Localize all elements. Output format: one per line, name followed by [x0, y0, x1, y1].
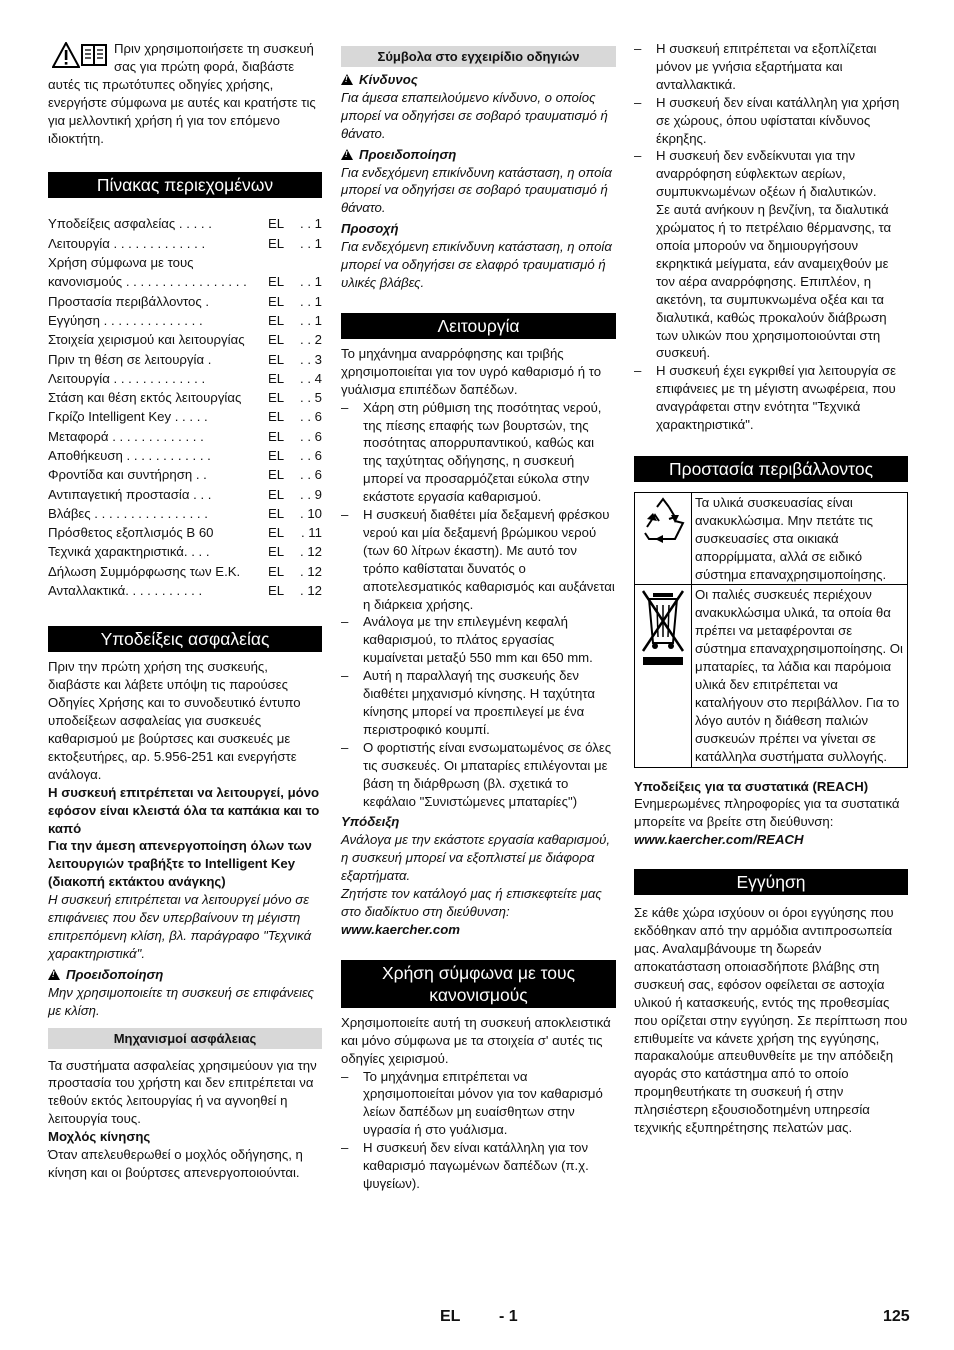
old-devices-text: Οι παλιές συσκευές περιέχουν ανακυκλώσιμα υλικά, τα οποία θα πρέπει να μεταφέρονται σε σύστημα επαναχρησιμοποίησης. Οι μπαταρίες, τα λάδια και παρόμοια υλικά δεν επιτρέπεται να καταλήγουν στο περιβάλλον. Για το λόγο αυτόν η διάθεση παλιών συσκευών πρέπει να γίνεται σε κατάλληλα συστήματα συλλογής. — [692, 585, 908, 767]
toc-entry-title: Χρήση σύμφωνα με τους κανονισμούς — [48, 255, 194, 290]
toc-entry-lang: EL — [268, 448, 285, 463]
toc-entry-dots: . . . . . — [175, 216, 212, 232]
crossed-bin-icon — [635, 585, 691, 675]
toc-entry[interactable] — [48, 369, 322, 388]
reach-title: Υποδείξεις για τα συστατικά (REACH) — [634, 778, 869, 794]
toc-entry-title: Αποθήκευση — [48, 448, 123, 463]
toc-entry-label — [48, 369, 268, 388]
table-of-contents — [48, 214, 322, 600]
toc-entry-page: . . 1 — [300, 312, 322, 328]
toc-entry-label — [48, 253, 268, 292]
toc-entry[interactable] — [48, 523, 322, 542]
intended-use-text: Χρησιμοποιείτε αυτή τη συσκευή αποκλειστικά και μόνο σύμφωνα με τα στοιχεία σ' αυτές τις οδηγίες χειρισμού. — [341, 1014, 611, 1066]
list-dash: – — [341, 739, 349, 755]
toc-entry-label — [48, 292, 268, 311]
danger-text: Για άμεσα επαπειλούμενο κίνδυνο, ο οποίος μπορεί να οδηγήσει σε σοβαρό τραυματισμό ή θάνατο. — [341, 89, 608, 141]
safety-warning-label — [48, 966, 322, 984]
toc-entry-label — [48, 214, 268, 233]
toc-entry-lang: EL — [268, 563, 285, 579]
toc-entry-lang: EL — [268, 390, 285, 406]
list-item — [341, 739, 616, 811]
toc-entry[interactable] — [48, 234, 322, 253]
recycle-icon — [635, 493, 691, 553]
toc-entry[interactable] — [48, 350, 322, 369]
toc-entry-dots: . — [204, 351, 212, 367]
list-item — [634, 40, 908, 94]
list-item-text: Η συσκευή διαθέτει μία δεξαμενή φρέσκου νερού και μία δεξαμενή βρώμικου νερού (των 60 λίτρων έκαστη). Με αυτό τον τρόπο καθίσταται δυνατός ο αποτελεσματικός καθαρισμός και αυξάνεται η διάρκεια χρήσης. — [363, 507, 615, 612]
toc-entry-dots: . . . . . . . . . . . . . — [109, 235, 206, 251]
toc-title: Πίνακας περιεχομένων — [48, 172, 322, 198]
toc-entry-label — [48, 407, 268, 426]
intro-block — [48, 40, 322, 147]
toc-entry-lang: EL — [268, 428, 285, 444]
environment-row-packaging — [635, 492, 908, 585]
drive-lever-text: Όταν απελευθερωθεί ο μοχλός οδήγησης, η κίνηση και οι βούρτσες απενεργοποιούνται. — [48, 1147, 303, 1180]
list-dash: – — [341, 399, 349, 415]
list-dash: – — [634, 148, 642, 164]
toc-entry-lang: EL — [268, 486, 285, 502]
toc-entry[interactable] — [48, 330, 322, 349]
toc-entry-title: Υποδείξεις ασφαλείας — [48, 216, 176, 232]
safety-warning-label-text: Προειδοποίηση — [66, 966, 164, 982]
list-dash: – — [341, 507, 349, 523]
toc-entry-title: Πρόσθετος εξοπλισμός B 60 — [48, 525, 214, 541]
note-text-2: Ζητήστε τον κατάλογό μας ή επισκεφτείτε μας στο διαδίκτυο στη διεύθυνση: — [341, 886, 602, 919]
toc-entry-label — [48, 234, 268, 253]
toc-entry-page: . . 6 — [300, 467, 322, 483]
toc-entry-label — [48, 388, 268, 407]
drive-lever-title: Μοχλός κίνησης — [48, 1129, 151, 1145]
list-item-text: Το μηχάνημα επιτρέπεται να χρησιμοποιείται μόνον για τον καθαρισμό λείων δαπέδων μη ευαίσθητων στην υγρασία ή στο γυάλισμα. — [363, 1068, 603, 1138]
toc-entry-label — [48, 542, 268, 561]
danger-label-text: Κίνδυνος — [359, 72, 418, 87]
toc-entry-dots: . . . . . . . . . . . . — [122, 448, 211, 463]
warning-text: Για ενδεχόμενη επικίνδυνη κατάσταση, η οποία μπορεί να οδηγήσει σε σοβαρό τραυματισμό ή θάνατο. — [341, 164, 612, 216]
environment-table — [634, 492, 908, 768]
toc-entry[interactable] — [48, 465, 322, 484]
note-label: Υπόδειξη — [341, 814, 400, 830]
safety-mechanisms-text: Τα συστήματα ασφαλείας χρησιμεύουν για την προστασία του χρήστη και δεν επιτρέπεται να τεθούν εκτός λειτουργίας ή να αγνοηθεί η λειτουργία τους. — [48, 1057, 317, 1127]
toc-entry-lang: EL — [268, 544, 285, 560]
toc-entry-lang: EL — [268, 293, 285, 309]
toc-entry-label — [48, 562, 268, 581]
toc-entry-label — [48, 311, 268, 330]
bin-cell — [635, 585, 692, 767]
footer-language: EL — [440, 1308, 461, 1325]
intended-use-list-b — [634, 40, 908, 434]
toc-entry-dots: . . . . . . . . . . . . . . — [100, 312, 203, 328]
toc-entry-lang: EL — [268, 332, 285, 348]
reach-text: Ενημερωμένες πληροφορίες για τα συστατικά μπορείτε να βρείτε στη διεύθυνση: — [634, 796, 900, 830]
toc-entry-lang: EL — [268, 467, 285, 483]
toc-entry-title: Λειτουργία — [48, 370, 110, 386]
safety-bold-2: Για την άμεση απενεργοποίηση όλων των λειτουργιών τραβήξτε το Intelligent Key (διακοπή εκτάκτου ανάγκης) — [48, 838, 312, 890]
intro-text: Πριν χρησιμοποιήσετε τη συσκευή σας για πρώτη φορά, διαβάστε αυτές τις πρωτότυπες οδηγίες χρήσης, ενεργήστε σύμφωνα με αυτές και κρατήστε τις για μελλοντική χρήση ή για τον επόμενο ιδιοκτήτη. — [48, 41, 316, 146]
toc-entry[interactable] — [48, 214, 322, 233]
toc-entry[interactable] — [48, 388, 322, 407]
toc-entry[interactable] — [48, 427, 322, 446]
list-item — [341, 399, 616, 506]
toc-entry-title: Εγγύηση — [48, 312, 101, 328]
toc-entry[interactable] — [48, 311, 322, 330]
toc-entry-dots: . . . — [189, 486, 212, 502]
safety-text: Πριν την πρώτη χρήση της συσκευής, διαβάστε και λάβετε υπόψη τις παρούσες Οδηγίες Χρήσης και το συνοδευτικό έντυπο υποδείξεων ασφαλείας για συσκευές καθαρισμού με βούρτσες και συσκευές με εκτοξευτήρες, αρ. 5.956-251 και ενεργήστε ανάλογα. — [48, 659, 301, 782]
list-item-text: Ο φορτιστής είναι ενσωματωμένος σε όλες τις συσκευές. Οι μπαταρίες επιλέγονται με βάση τη διάρθρωση (βλ. σχετικά το κεφάλαιο "Συνιστώμενες μπαταρίες") — [363, 739, 612, 809]
toc-entry-label — [48, 350, 268, 369]
toc-entry-page: . . 2 — [300, 332, 322, 348]
list-dash: – — [634, 41, 642, 56]
list-item-text: Ανάλογα με την επιλεγμένη κεφαλή καθαρισμού, το πλάτος εργασίας κυμαίνεται μεταξύ 550 mm και 650 mm. — [363, 614, 593, 666]
toc-entry-page: . . 4 — [300, 370, 322, 386]
list-item-text: Η συσκευή δεν είναι κατάλληλη για χρήση σε χώρους, όπου υφίσταται κίνδυνος έκρηξης. — [656, 94, 900, 146]
toc-entry-lang: EL — [268, 235, 285, 251]
toc-entry-page: . 10 — [300, 505, 322, 521]
toc-entry-title: Βλάβες — [48, 505, 91, 521]
safety-bold-1: Η συσκευή επιτρέπεται να λειτουργεί, μόνο εφόσον είναι κλειστά όλα τα καπάκια και το καπό — [48, 784, 320, 836]
list-item-text: Η συσκευή έχει εγκριθεί για λειτουργία σε επιφάνειες με τη μέγιστη ανωφέρεια, που αναγράφεται στην ενότητα "Τεχνικά χαρακτηριστικά". — [656, 363, 897, 433]
toc-entry-lang: EL — [268, 274, 285, 290]
toc-entry-title: Στάση και θέση εκτός λειτουργίας — [48, 390, 242, 406]
toc-entry-title: Αντιπαγετική προστασία — [48, 486, 190, 502]
toc-entry-lang: EL — [268, 216, 285, 232]
toc-entry[interactable] — [48, 485, 322, 504]
danger-label — [341, 71, 616, 89]
toc-entry-label — [48, 330, 268, 349]
toc-entry-page: . . 1 — [300, 293, 322, 309]
list-dash: – — [341, 614, 349, 630]
toc-entry-label — [48, 581, 268, 600]
warning-triangle-icon — [48, 969, 60, 980]
toc-entry-title: Πριν τη θέση σε λειτουργία — [48, 351, 205, 367]
list-item — [341, 613, 616, 667]
toc-entry-label — [48, 427, 268, 446]
toc-entry[interactable] — [48, 292, 322, 311]
note-text: Ανάλογα με την εκάστοτε εργασία καθαρισμού, η συσκευή μπορεί να εξοπλιστεί με διάφορα εξαρτήματα. — [341, 832, 611, 884]
packaging-text: Τα υλικά συσκευασίας είναι ανακυκλώσιμα. Μην πετάτε τις συσκευασίες στα οικιακά απορρίμματα, αλλά σε ειδικό σύστημα επαναχρησιμοποίησης. — [692, 492, 908, 585]
toc-entry-page: . . 1 — [300, 216, 322, 232]
footer-section-page: - 1 — [499, 1308, 518, 1325]
toc-entry[interactable] — [48, 253, 322, 292]
list-item-text: Χάρη στη ρύθμιση της ποσότητας νερού, της πίεσης επαφής των βουρτσών, της ποσότητας απορρυπαντικού, καθώς και της ταχύτητας οδήγησης, η συσκευή μπορεί να προσαρμόζεται εύκολα στην εκάστοτε εργασία καθαρισμού. — [363, 399, 602, 505]
symbols-title: Σύμβολα στο εγχειρίδιο οδηγιών — [341, 46, 616, 67]
toc-entry[interactable] — [48, 581, 322, 600]
caution-text: Για ενδεχόμενη επικίνδυνη κατάσταση, η οποία μπορεί να οδηγήσει σε ελαφρό τραυματισμό ή υλικές βλάβες. — [341, 239, 612, 290]
list-item — [634, 94, 908, 148]
toc-entry[interactable] — [48, 562, 322, 581]
toc-entry-label — [48, 504, 268, 523]
toc-entry-label — [48, 465, 268, 484]
manual-book-icon — [80, 42, 108, 68]
column-1 — [48, 40, 322, 1182]
toc-entry-title: Μεταφορά — [48, 428, 109, 444]
toc-entry-dots: . . . . . . . . . . . . . — [109, 370, 206, 386]
toc-entry-label — [48, 446, 268, 465]
toc-entry-title: Λειτουργία — [48, 235, 110, 251]
toc-entry-dots: . . . . . — [171, 409, 208, 425]
warning-triangle-icon — [52, 42, 80, 68]
warranty-title: Εγγύηση — [634, 869, 908, 895]
operation-title: Λειτουργία — [341, 313, 616, 339]
toc-entry-page: . . 1 — [300, 274, 322, 290]
toc-entry-lang: EL — [268, 409, 285, 425]
list-item-text: Η συσκευή επιτρέπεται να εξοπλίζεται μόνον με γνήσια εξαρτήματα και ανταλλακτικά. — [656, 41, 877, 92]
safety-warning-text: Μην χρησιμοποιείτε τη συσκευή σε επιφάνειες με κλίση. — [48, 984, 314, 1018]
operation-list — [341, 399, 616, 811]
column-3 — [634, 40, 908, 1137]
toc-entry-lang: EL — [268, 525, 285, 541]
list-dash: – — [341, 1068, 349, 1084]
toc-entry-dots: . . . . . . . . . . . — [125, 583, 203, 599]
toc-entry-title: Τεχνικά χαρακτηριστικά — [48, 544, 184, 560]
toc-entry-page: . . 6 — [300, 448, 322, 463]
list-dash: – — [634, 363, 642, 379]
toc-entry[interactable] — [48, 407, 322, 426]
list-item — [341, 506, 616, 613]
toc-entry[interactable] — [48, 504, 322, 523]
safety-mechanisms-title: Μηχανισμοί ασφάλειας — [48, 1028, 322, 1049]
toc-entry-dots: . — [201, 293, 210, 309]
toc-entry-label — [48, 523, 268, 542]
caution-label: Προσοχή — [341, 221, 399, 237]
environment-row-old-devices — [635, 585, 908, 767]
toc-entry-page: . . 9 — [300, 486, 322, 502]
toc-entry-dots: . . . . . . . . . . . . . . . . . — [122, 274, 247, 290]
intended-use-list-a — [341, 1068, 616, 1193]
warning-label-text: Προειδοποίηση — [359, 146, 457, 162]
list-item-text: Η συσκευή δεν είναι κατάλληλη για τον καθαρισμό παγωμένων δαπέδων (π.χ. ψυγείων). — [363, 1140, 589, 1191]
recycle-cell — [635, 492, 692, 585]
list-item — [634, 362, 908, 434]
warning-label — [341, 146, 616, 164]
footer-page-number: 125 — [883, 1308, 910, 1325]
toc-entry-page: . . 1 — [300, 235, 322, 251]
list-item — [341, 1139, 616, 1193]
list-item — [341, 1068, 616, 1140]
toc-entry-page: . . 6 — [300, 428, 322, 444]
list-dash: – — [341, 668, 349, 684]
list-item — [341, 667, 616, 739]
toc-entry-lang: EL — [268, 583, 285, 599]
list-dash: – — [634, 94, 642, 110]
note-url[interactable]: www.kaercher.com — [341, 921, 460, 937]
toc-entry-title: Γκρίζο Intelligent Key — [48, 409, 172, 425]
list-item-text: Η συσκευή δεν ενδείκνυται για την αναρρόφηση εύφλεκτων αερίων, συμπυκνωμένων οξέων ή διαλυτικών. Σε αυτά ανήκουν η βενζίνη, τα διαλυτικά χρώματος ή το πετρέλαιο θέρμανσης, τα οποία μπορούν να δημιουργήσουν εκρηκτικά μείγματα, εάν αναμειχθούν με τον αέρα αναρρόφησης. Επιπλέον, η ακετόνη, τα συμπυκνωμένα οξέα και τα διαλυτικά, καθώς προκαλούν διάβρωση των υλικών που χρησιμοποιούνται στη συσκευή. — [656, 148, 892, 361]
intro-icons — [48, 40, 110, 70]
warning-triangle-icon — [341, 74, 353, 85]
toc-entry-page: . 11 — [300, 525, 322, 541]
warranty-text: Σε κάθε χώρα ισχύουν οι όροι εγγύησης που εκδόθηκαν από την αρμόδια αντιπροσωπεία μας. Αναλαμβάνουμε τη δωρεάν αποκατάσταση οποιασδήποτε βλάβης στη συσκευή σας, εφόσον οφείλεται σε αστοχία υλικού ή κατασκευής, εντός της προθεσμίας που ορίζεται στην εγγύηση. Σε περίπτωση που επιθυμείτε να κάνετε χρήση της εγγύησης, παρακαλούμε απευθυνθείτε με την απόδειξη αγοράς στο κατάστημα από το οποίο προμηθευτήκατε τη συσκευή ή στην πλησιέστερη εξουσιοδοτημένη υπηρεσία τεχνικής εξυπηρέτησης πελατών μας. — [634, 905, 908, 1136]
toc-entry-dots: . . . . . . . . . . . . . . . . — [90, 505, 208, 521]
toc-entry-lang: EL — [268, 312, 285, 328]
toc-entry-page: . 12 — [300, 544, 322, 560]
toc-entry-title: Φροντίδα και συντήρηση — [48, 467, 193, 483]
operation-text: Το μηχάνημα αναρρόφησης και τριβής χρησιμοποιείται για τον υγρό καθαρισμό ή το γυάλισμα επιπέδων δαπέδων. — [341, 345, 602, 397]
toc-entry-page: . . 6 — [300, 409, 322, 425]
toc-entry-dots: . . . . — [183, 544, 210, 560]
reach-url[interactable]: www.kaercher.com/REACH — [634, 832, 804, 848]
toc-entry-page: . 12 — [300, 583, 322, 599]
warning-triangle-icon — [341, 149, 353, 160]
toc-entry-dots: . . — [192, 467, 207, 483]
toc-entry-label — [48, 485, 268, 504]
toc-entry-title: Προστασία περιβάλλοντος — [48, 293, 202, 309]
toc-entry-page: . . 5 — [300, 390, 322, 406]
toc-entry[interactable] — [48, 542, 322, 561]
toc-entry[interactable] — [48, 446, 322, 465]
toc-entry-lang: EL — [268, 370, 285, 386]
toc-entry-title: Στοιχεία χειρισμού και λειτουργίας — [48, 332, 245, 348]
toc-entry-page: . 12 — [300, 563, 322, 579]
toc-entry-lang: EL — [268, 505, 285, 521]
list-item-text: Αυτή η παραλλαγή της συσκευής δεν διαθέτει μηχανισμό κίνησης. Η ταχύτητα κίνησης μπορεί να προεπιλεγεί με ένα περιστροφικό κουμπί. — [363, 668, 595, 737]
toc-entry-dots: . . . . . . . . . . . . . — [108, 428, 204, 444]
column-2 — [341, 46, 616, 1193]
list-item — [634, 147, 908, 362]
environment-title: Προστασία περιβάλλοντος — [634, 456, 908, 482]
toc-entry-lang: EL — [268, 351, 285, 367]
list-dash: – — [341, 1140, 349, 1156]
toc-entry-page: . . 3 — [300, 351, 322, 367]
safety-title: Υποδείξεις ασφαλείας — [48, 626, 322, 652]
safety-italic: Η συσκευή επιτρέπεται να λειτουργεί μόνο σε επιφάνειες που δεν υπερβαίνουν τη μέγιστη επιτρεπόμενη κλίση, βλ. παράγραφο "Τεχνικά χαρακτηριστικά". — [48, 892, 312, 961]
toc-entry-title: Δήλωση Συμμόρφωσης των Ε.Κ. — [48, 563, 241, 579]
intended-use-title: Χρήση σύμφωνα με τους κανονισμούς — [341, 960, 616, 1008]
toc-entry-title: Ανταλλακτικά — [48, 583, 126, 599]
